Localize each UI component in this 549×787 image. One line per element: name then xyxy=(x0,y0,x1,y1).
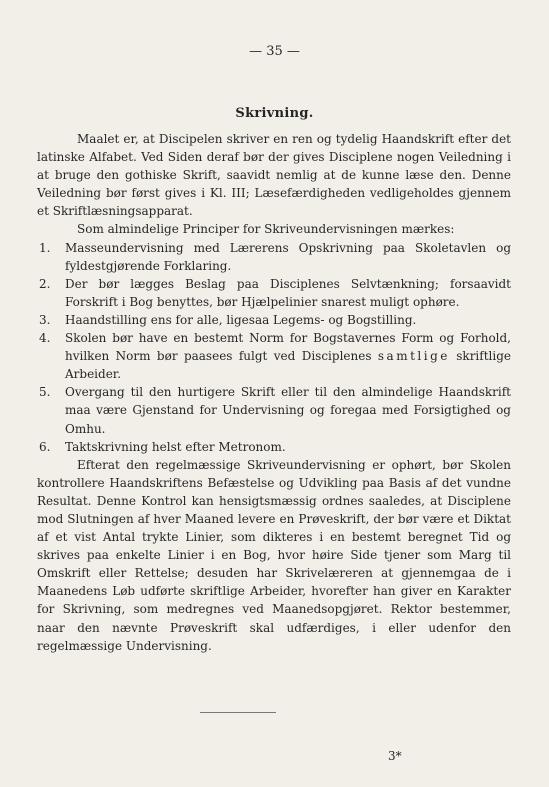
list-item-text-part: skriftlige Arbeider. xyxy=(65,349,511,382)
principles-intro: Som almindelige Principer for Skriveundervisningen mærkes: xyxy=(77,222,455,237)
section-divider xyxy=(200,712,276,713)
body-text xyxy=(37,130,511,655)
list-item xyxy=(37,275,511,311)
list-item-number: 2. xyxy=(39,276,51,291)
list-item-number: 6. xyxy=(39,439,51,454)
section-heading: Skrivning. xyxy=(235,106,314,121)
list-item-text: Taktskrivning helst efter Metronom. xyxy=(65,439,286,454)
list-item-text: Der bør lægges Beslag paa Disciplenes Selvtænkning; forsaavidt Forskrift i Bog benyttes, bør Hjælpelinier snarest muligt ophøre. xyxy=(65,276,511,309)
list-item-text: Overgang til den hurtigere Skrift eller til den almindelige Haandskrift maa være Gjenstand for Undervisning og foregaa med Forsigtighed og Omhu. xyxy=(65,385,511,436)
closing-paragraph: Efterat den regelmæssige Skriveundervisning er ophørt, bør Skolen kontrollere Haandskriftens Befæstelse og Udvikling paa Basis af det vundne Resultat. Denne Kontrol kan hensigtsmæssig ordnes saaledes, at Disciplene mod Slutningen af hver Maaned levere en Prøveskrift, der bør være et Diktat af et vist Antal trykte Linier, som dikteres i en bestemt beregnet Tid og skrives paa enkelte Linier i en Bog, hvor høire Side tjener som Marg til Omskrift eller Rettelse; desuden har Skrivelæreren at gjennemgaa de i Maanedens Løb udførte skriftlige Arbeider, hvorefter han giver en Karakter for Skrivning, som medregnes ved Maanedsopgjøret. Rektor bestemmer, naar den nævnte Prøveskrift skal udfærdiges, i eller udenfor den regelmæssige Undervisning. xyxy=(37,457,511,653)
signature-mark: 3* xyxy=(388,749,402,763)
list-item xyxy=(37,438,511,456)
list-item-text: Masseundervisning med Lærerens Opskrivning paa Skoletavlen og fyldestgjørende Forklaring. xyxy=(65,240,511,273)
intro-paragraph: Maalet er, at Discipelen skriver en ren og tydelig Haandskrift efter det latinske Alfabet. Ved Siden deraf bør der gives Disciplene nogen Veiledning i at bruge den gothiske Skrift, saavidt nemlig at de kunne læse den. Denne Veiledning bør først gives i Kl. III; Læsefærdigheden vedligeholdes gjennem et Skriftlæsningsapparat. xyxy=(37,132,511,219)
list-item xyxy=(37,329,511,383)
list-item-text: Haandstilling ens for alle, ligesaa Legems- og Bogstilling. xyxy=(65,312,417,327)
page-number: — 35 — xyxy=(249,44,300,59)
principles-list xyxy=(37,239,511,456)
list-item-text xyxy=(65,331,511,381)
list-item-number: 4. xyxy=(39,331,51,346)
list-item xyxy=(37,239,511,275)
list-item-number: 5. xyxy=(39,385,51,400)
emphasized-word: samtlige xyxy=(377,349,450,364)
list-item-text-part: Skolen bør have en bestemt Norm for Bogstavernes Form og Forhold, hvilken Norm bør paasees fulgt ved Disciplenes xyxy=(65,331,511,364)
list-item-number: 1. xyxy=(39,240,51,255)
list-item xyxy=(37,311,511,329)
list-item xyxy=(37,383,511,437)
list-item-number: 3. xyxy=(39,312,51,327)
